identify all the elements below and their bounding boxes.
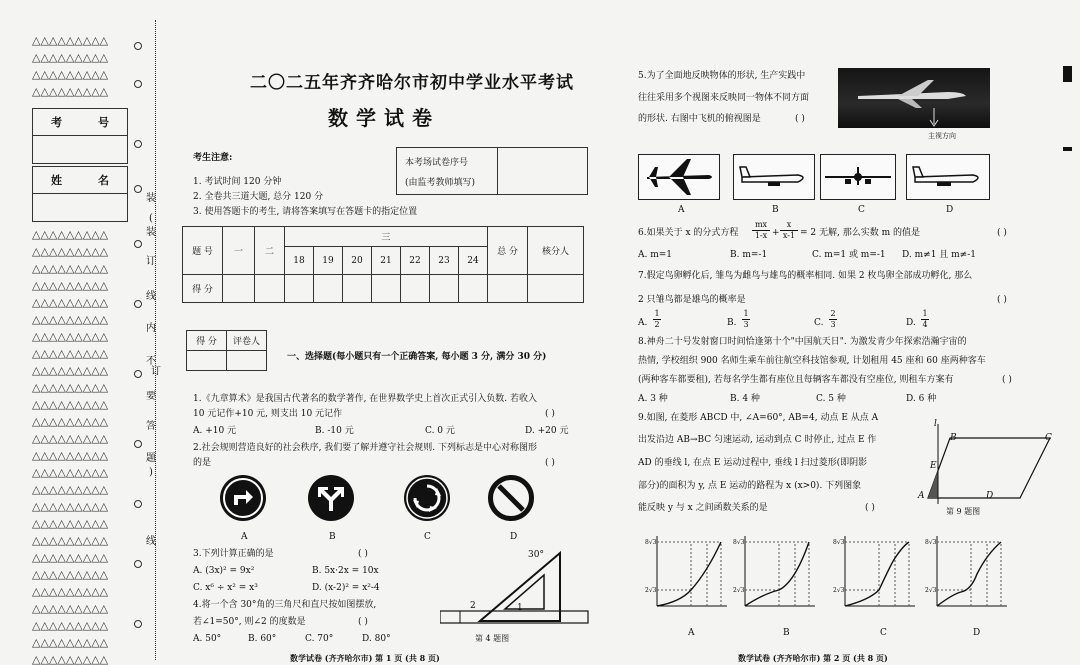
q7-den: 3 bbox=[830, 320, 836, 329]
score-cell[interactable] bbox=[255, 275, 285, 303]
q4-mark-1: 1 bbox=[517, 603, 523, 613]
airplane-photo bbox=[838, 68, 990, 128]
exam-number-char: 考 bbox=[51, 116, 62, 129]
grader-box bbox=[186, 330, 267, 371]
q6-option[interactable]: B. m=-1 bbox=[730, 250, 768, 260]
q9-graph-a-plot bbox=[645, 534, 730, 614]
name-field[interactable] bbox=[32, 194, 128, 222]
binding-char: 线 bbox=[146, 291, 156, 302]
traffic-sign-b-icon[interactable] bbox=[308, 475, 354, 521]
q7-fraction-d[interactable] bbox=[921, 309, 929, 330]
grader-score-label: 得 分 bbox=[187, 331, 227, 351]
q1-option[interactable]: C. 0 元 bbox=[425, 426, 455, 436]
airplane-engine-icon bbox=[937, 182, 951, 186]
binding-hole-icon bbox=[134, 42, 142, 50]
triangle-row: △△△△△△△△△ bbox=[32, 381, 109, 394]
q9-graph-b-plot bbox=[733, 534, 818, 614]
airplane-side-view-icon bbox=[913, 167, 978, 182]
score-sub-col: 21 bbox=[372, 247, 401, 275]
guide-lines bbox=[657, 542, 721, 606]
seat-number-box bbox=[396, 147, 588, 195]
notice-heading: 考生注意: bbox=[193, 153, 233, 163]
q3-line1: 3.下列计算正确的是 bbox=[193, 549, 274, 559]
q2-label: B bbox=[329, 532, 336, 542]
edge-mark bbox=[1063, 147, 1072, 151]
binding-char: 装 bbox=[146, 227, 156, 238]
q2-label: A bbox=[241, 532, 248, 542]
score-sub-col: 19 bbox=[314, 247, 343, 275]
q6-frac2-num: x bbox=[780, 220, 798, 231]
q2-line1: 2.社会规则营造良好的社会秩序, 我们要了解并遵守社会规则. 下列标志是中心对称图形 bbox=[193, 443, 538, 453]
triangle-row: △△△△△△△△△ bbox=[32, 296, 109, 309]
rhombus-shape bbox=[928, 438, 1050, 498]
airplane-side-view-icon bbox=[740, 167, 803, 182]
q4-mark-2: 2 bbox=[470, 601, 476, 611]
score-sub-col: 20 bbox=[343, 247, 372, 275]
triangle-inner bbox=[505, 575, 544, 609]
q6-answer-paren[interactable]: ( ) bbox=[997, 228, 1007, 238]
triangle-row: △△△△△△△△△ bbox=[32, 517, 109, 530]
graph-y-tick: 2√3 bbox=[833, 587, 845, 594]
score-total: 总 分 bbox=[488, 227, 528, 275]
q6-frac1-num: mx bbox=[752, 220, 770, 231]
q9-caption: 第 9 题图 bbox=[946, 507, 981, 516]
binding-hole-icon bbox=[134, 560, 142, 568]
graph-y-tick: 2√3 bbox=[645, 587, 657, 594]
q6-option[interactable]: C. m=1 或 m=-1 bbox=[812, 250, 886, 260]
q9-graph-label: B bbox=[783, 628, 790, 638]
q3-answer-paren[interactable]: ( ) bbox=[358, 549, 368, 559]
triangle-row: △△△△△△△△△ bbox=[32, 415, 109, 428]
triangle-row: △△△△△△△△△ bbox=[32, 653, 109, 665]
graph-curve bbox=[845, 542, 909, 606]
airplane-engine-icon bbox=[845, 179, 851, 184]
q5-option-c-view[interactable] bbox=[820, 154, 896, 200]
seat-divider bbox=[497, 148, 498, 194]
q1-answer-paren[interactable]: ( ) bbox=[545, 409, 555, 419]
binding-hole-icon bbox=[134, 370, 142, 378]
q7-fraction-b[interactable] bbox=[742, 309, 750, 330]
q2-line2: 的是 bbox=[193, 458, 212, 468]
triangle-row: △△△△△△△△△ bbox=[32, 347, 109, 360]
graph-curve bbox=[937, 542, 1001, 606]
airplane-top-view-icon bbox=[647, 159, 712, 195]
triangle-row: △△△△△△△△△ bbox=[32, 602, 109, 615]
q9-graph-d[interactable] bbox=[925, 534, 1010, 614]
guide-lines bbox=[745, 542, 809, 606]
q9-answer-paren[interactable]: ( ) bbox=[865, 503, 875, 513]
score-checker: 核分人 bbox=[528, 227, 584, 275]
traffic-sign-a-icon[interactable] bbox=[220, 475, 266, 521]
q7-fraction-a[interactable] bbox=[653, 309, 661, 330]
score-cell[interactable] bbox=[401, 275, 430, 303]
triangle-row: △△△△△△△△△ bbox=[32, 619, 109, 632]
name-char: 名 bbox=[98, 174, 109, 187]
graph-y-tick: 8√3 bbox=[833, 539, 845, 546]
q7-num: 1 bbox=[743, 309, 749, 318]
score-sub-col: 22 bbox=[401, 247, 430, 275]
q9-line2: 出发沿边 AB→BC 匀速运动, 运动到点 C 时停止, 过点 E 作 bbox=[638, 435, 877, 445]
graph-y-tick: 2√3 bbox=[733, 587, 745, 594]
q7-den: 4 bbox=[922, 320, 928, 329]
triangle-row: △△△△△△△△△ bbox=[32, 432, 109, 445]
q6-option[interactable]: D. m≠1 且 m≠-1 bbox=[902, 250, 976, 260]
q7-option-letter[interactable]: A. bbox=[638, 318, 648, 328]
q3-option[interactable]: C. x⁶ ÷ x² = x³ bbox=[193, 583, 258, 593]
score-col-2: 二 bbox=[255, 227, 285, 275]
q9-graph-a[interactable] bbox=[645, 534, 730, 614]
binding-char: 装 bbox=[146, 193, 156, 204]
binding-hole-icon bbox=[134, 440, 142, 448]
q6-line1: 6.如果关于 x 的分式方程 bbox=[638, 228, 739, 238]
name-label-box bbox=[32, 166, 128, 194]
q1-line2: 10 元记作+10 元, 则支出 10 元记作 bbox=[193, 409, 343, 419]
score-cell[interactable] bbox=[488, 275, 528, 303]
binding-hole-icon bbox=[134, 140, 142, 148]
q9-label-l: l bbox=[934, 419, 937, 429]
q7-num: 2 bbox=[830, 309, 836, 318]
q6-frac1-den: 1-x bbox=[754, 231, 768, 240]
score-sub-col: 18 bbox=[285, 247, 314, 275]
seat-line2: (由监考教师填写) bbox=[405, 178, 476, 188]
binding-hole-icon bbox=[134, 500, 142, 508]
q8-line3: (两种客车都要租), 若每名学生都有座位且每辆客车都没有空座位, 则租车方案有 bbox=[638, 375, 954, 385]
q4-option[interactable]: B. 60° bbox=[248, 634, 277, 644]
airplane-nose-icon bbox=[854, 173, 862, 181]
score-sub-col: 23 bbox=[430, 247, 459, 275]
grader-cell[interactable] bbox=[227, 351, 267, 371]
q6-fraction-2 bbox=[780, 220, 798, 241]
grader-label: 评卷人 bbox=[227, 331, 267, 351]
triangle-row: △△△△△△△△△ bbox=[32, 636, 109, 649]
q5-line3: 的形状. 右图中飞机的俯视图是 bbox=[638, 114, 761, 124]
q7-option-letter[interactable]: C. bbox=[814, 318, 824, 328]
q8-answer-paren[interactable]: ( ) bbox=[1002, 375, 1012, 385]
q7-fraction-c[interactable] bbox=[829, 309, 837, 330]
q6-plus: + bbox=[772, 228, 780, 238]
q4-option[interactable]: C. 70° bbox=[305, 634, 334, 644]
q5-label: A bbox=[678, 205, 685, 215]
q5-option-d-view[interactable] bbox=[906, 154, 990, 200]
q9-line4: 部分)的面积为 y, 点 E 运动的路程为 x (x>0). 下列图象 bbox=[638, 481, 862, 491]
q4-answer-paren[interactable]: ( ) bbox=[358, 617, 368, 627]
q7-option-letter[interactable]: D. bbox=[906, 318, 916, 328]
triangle-row: △△△△△△△△△ bbox=[32, 68, 109, 81]
q9-line5: 能反映 y 与 x 之间函数关系的是 bbox=[638, 503, 768, 513]
graph-curve bbox=[657, 542, 721, 606]
name-char: 姓 bbox=[51, 174, 62, 187]
triangle-row: △△△△△△△△△ bbox=[32, 364, 109, 377]
score-cell[interactable] bbox=[314, 275, 343, 303]
edge-mark bbox=[1063, 66, 1072, 82]
triangle-row: △△△△△△△△△ bbox=[32, 398, 109, 411]
q9-graph-c[interactable] bbox=[833, 534, 918, 614]
score-col-1: 一 bbox=[223, 227, 255, 275]
q7-num: 1 bbox=[922, 309, 928, 318]
q5-answer-paren[interactable]: ( ) bbox=[795, 114, 805, 124]
triangle-row: △△△△△△△△△ bbox=[32, 551, 109, 564]
q7-line2: 2 只雏鸟都是雄鸟的概率是 bbox=[638, 295, 746, 305]
footer-page-1: 数学试卷 (齐齐哈尔市) 第 1 页 (共 8 页) bbox=[290, 653, 440, 663]
q7-option-letter[interactable]: B. bbox=[727, 318, 737, 328]
binding-char: 线 bbox=[146, 536, 156, 547]
q1-option[interactable]: D. +20 元 bbox=[525, 426, 569, 436]
q9-graph-label: A bbox=[688, 628, 695, 638]
q3-option[interactable]: B. 5x·2x = 10x bbox=[312, 566, 379, 576]
q4-angle-label: 30° bbox=[528, 550, 544, 560]
q4-figure bbox=[440, 545, 590, 640]
seat-line1: 本考场试卷序号 bbox=[405, 158, 469, 168]
q2-label: C bbox=[424, 532, 431, 542]
triangle-row: △△△△△△△△△ bbox=[32, 34, 109, 47]
q7-answer-paren[interactable]: ( ) bbox=[997, 295, 1007, 305]
airplane-engine-icon bbox=[768, 182, 780, 186]
binding-hole-icon bbox=[134, 620, 142, 628]
score-label: 得 分 bbox=[183, 275, 223, 303]
traffic-sign-c-icon[interactable] bbox=[404, 475, 450, 521]
q7-den: 2 bbox=[654, 320, 660, 329]
section-heading: 一、选择题(每小题只有一个正确答案, 每小题 3 分, 满分 30 分) bbox=[287, 352, 547, 362]
score-cell[interactable] bbox=[459, 275, 488, 303]
q9-label-c: C bbox=[1045, 433, 1052, 443]
airplane-wing-icon bbox=[898, 99, 922, 108]
q9-graph-c-plot bbox=[833, 534, 918, 614]
q6-eq-tail: = 2 无解, 那么实数 m 的值是 bbox=[800, 228, 920, 238]
q9-label-a: A bbox=[918, 491, 925, 501]
exam-number-field[interactable] bbox=[32, 136, 128, 164]
q7-line1: 7.假定鸟卵孵化后, 雏鸟为雌鸟与雄鸟的概率相同. 如果 2 枚鸟卵全部成功孵化, 那么 bbox=[638, 271, 973, 281]
binding-char: 订 bbox=[151, 366, 161, 377]
exam-number-char: 号 bbox=[98, 116, 109, 129]
q1-option[interactable]: A. +10 元 bbox=[193, 426, 237, 436]
score-cell[interactable] bbox=[372, 275, 401, 303]
q8-option[interactable]: D. 6 种 bbox=[906, 394, 937, 404]
q9-label-b: B bbox=[950, 433, 957, 443]
q9-graph-d-plot bbox=[925, 534, 1010, 614]
binding-char: 不 bbox=[146, 356, 156, 367]
triangle-row: △△△△△△△△△ bbox=[32, 449, 109, 462]
triangle-row: △△△△△△△△△ bbox=[32, 279, 109, 292]
q8-line1: 8.神舟二十号发射窗口时间恰逢第十个"中国航天日". 为激发青少年探索浩瀚宇宙的 bbox=[638, 337, 967, 347]
binding-hole-icon bbox=[134, 185, 142, 193]
q5-direction-label: 主视方向 bbox=[928, 132, 956, 140]
binding-margin bbox=[0, 0, 160, 665]
q4-line2: 若∠1=50°, 则∠2 的度数是 bbox=[193, 617, 306, 627]
triangle-row: △△△△△△△△△ bbox=[32, 534, 109, 547]
q5-option-a-view[interactable] bbox=[638, 154, 720, 200]
q5-option-b-view[interactable] bbox=[733, 154, 815, 200]
binding-hole-icon bbox=[134, 240, 142, 248]
q5-line1: 5.为了全面地反映物体的形状, 生产实践中 bbox=[638, 71, 806, 81]
q6-fraction-1 bbox=[752, 220, 770, 241]
grader-score-cell[interactable] bbox=[187, 351, 227, 371]
notice-item: 1. 考试时间 120 分钟 bbox=[193, 177, 282, 187]
notice-item: 2. 全卷共三道大题, 总分 120 分 bbox=[193, 192, 324, 202]
binding-char: 订 bbox=[146, 256, 156, 267]
q9-graph-label: C bbox=[880, 628, 887, 638]
q1-option[interactable]: B. -10 元 bbox=[315, 426, 354, 436]
graph-y-tick: 2√3 bbox=[925, 587, 937, 594]
score-cell[interactable] bbox=[430, 275, 459, 303]
triangle-row: △△△△△△△△△ bbox=[32, 228, 109, 241]
q9-graph-label: D bbox=[973, 628, 981, 638]
triangle-row: △△△△△△△△△ bbox=[32, 568, 109, 581]
notice-item: 3. 使用答题卡的考生, 请将答案填写在答题卡的指定位置 bbox=[193, 207, 418, 217]
q8-option[interactable]: C. 5 种 bbox=[816, 394, 846, 404]
q8-option[interactable]: A. 3 种 bbox=[638, 394, 668, 404]
q5-label: D bbox=[946, 205, 954, 215]
q5-label: C bbox=[858, 205, 865, 215]
graph-y-tick: 8√3 bbox=[733, 539, 745, 546]
footer-page-2: 数学试卷 (齐齐哈尔市) 第 2 页 (共 8 页) bbox=[738, 653, 888, 663]
q9-label-e: E bbox=[930, 461, 937, 471]
triangle-row: △△△△△△△△△ bbox=[32, 466, 109, 479]
q1-line1: 1.《九章算术》是我国古代著名的数学著作, 在世界数学史上首次正式引入负数. 若收入 bbox=[193, 394, 538, 404]
triangle-row: △△△△△△△△△ bbox=[32, 51, 109, 64]
triangle-row: △△△△△△△△△ bbox=[32, 245, 109, 258]
binding-hole-icon bbox=[134, 300, 142, 308]
q5-line2: 往往采用多个视图来反映同一物体不同方面 bbox=[638, 93, 810, 103]
binding-char: 要 bbox=[146, 391, 156, 402]
score-cell[interactable] bbox=[343, 275, 372, 303]
triangle-row: △△△△△△△△△ bbox=[32, 483, 109, 496]
graph-y-tick: 8√3 bbox=[645, 539, 657, 546]
score-cell[interactable] bbox=[285, 275, 314, 303]
score-sub-col: 24 bbox=[459, 247, 488, 275]
q4-option[interactable]: A. 50° bbox=[193, 634, 222, 644]
binding-char: 题 bbox=[146, 453, 156, 464]
q4-caption: 第 4 题图 bbox=[475, 634, 510, 643]
q6-frac2-den: x-1 bbox=[782, 231, 796, 240]
graph-y-tick: 8√3 bbox=[925, 539, 937, 546]
graph-curve bbox=[745, 542, 809, 606]
q9-graph-b[interactable] bbox=[733, 534, 818, 614]
binding-dotted-line bbox=[155, 20, 156, 660]
airplane-engine-icon bbox=[865, 179, 871, 184]
score-row-label: 题 号 bbox=[183, 227, 223, 275]
q2-answer-paren[interactable]: ( ) bbox=[545, 458, 555, 468]
q3-option[interactable]: D. (x-2)² = x²-4 bbox=[312, 583, 380, 593]
score-cell[interactable] bbox=[223, 275, 255, 303]
binding-hole-icon bbox=[134, 80, 142, 88]
q9-line3: AD 的垂线 l, 在点 E 运动过程中, 垂线 l 扫过菱形(即阴影 bbox=[638, 458, 868, 468]
binding-char: 答 bbox=[146, 421, 156, 432]
q9-label-d: D bbox=[986, 491, 994, 501]
q9-line1: 9.如图, 在菱形 ABCD 中, ∠A=60°, AB=4, 动点 E 从点 A bbox=[638, 413, 879, 423]
score-col-3: 三 bbox=[285, 227, 488, 247]
exam-number-label-box bbox=[32, 108, 128, 136]
q4-option[interactable]: D. 80° bbox=[362, 634, 391, 644]
q7-den: 3 bbox=[743, 320, 749, 329]
q2-label: D bbox=[510, 532, 518, 542]
triangle-row: △△△△△△△△△ bbox=[32, 85, 109, 98]
score-table bbox=[182, 226, 584, 303]
binding-char: ( bbox=[149, 213, 153, 224]
triangle-row: △△△△△△△△△ bbox=[32, 330, 109, 343]
q3-option[interactable]: A. (3x)² = 9x² bbox=[193, 566, 255, 576]
traffic-sign-d-icon[interactable] bbox=[488, 475, 534, 521]
q4-line1: 4.将一个含 30°角的三角尺和直尺按如图摆放, bbox=[193, 600, 377, 610]
triangle-row: △△△△△△△△△ bbox=[32, 313, 109, 326]
q8-line2: 热情, 学校组织 900 名师生乘车前往航空科技馆参观, 计划租用 45 座和 60 座两种客车 bbox=[638, 356, 986, 366]
score-cell[interactable] bbox=[528, 275, 584, 303]
q5-label: B bbox=[772, 205, 779, 215]
triangle-row: △△△△△△△△△ bbox=[32, 262, 109, 275]
subject-title: 数学试卷 bbox=[328, 106, 440, 130]
exam-title: 二〇二五年齐齐哈尔市初中学业水平考试 bbox=[250, 73, 574, 93]
triangle-row: △△△△△△△△△ bbox=[32, 500, 109, 513]
binding-char: 内 bbox=[146, 323, 156, 334]
binding-char: ) bbox=[149, 467, 153, 478]
q6-option[interactable]: A. m=1 bbox=[638, 250, 673, 260]
q8-option[interactable]: B. 4 种 bbox=[730, 394, 760, 404]
triangle-row: △△△△△△△△△ bbox=[32, 585, 109, 598]
q7-num: 1 bbox=[654, 309, 660, 318]
